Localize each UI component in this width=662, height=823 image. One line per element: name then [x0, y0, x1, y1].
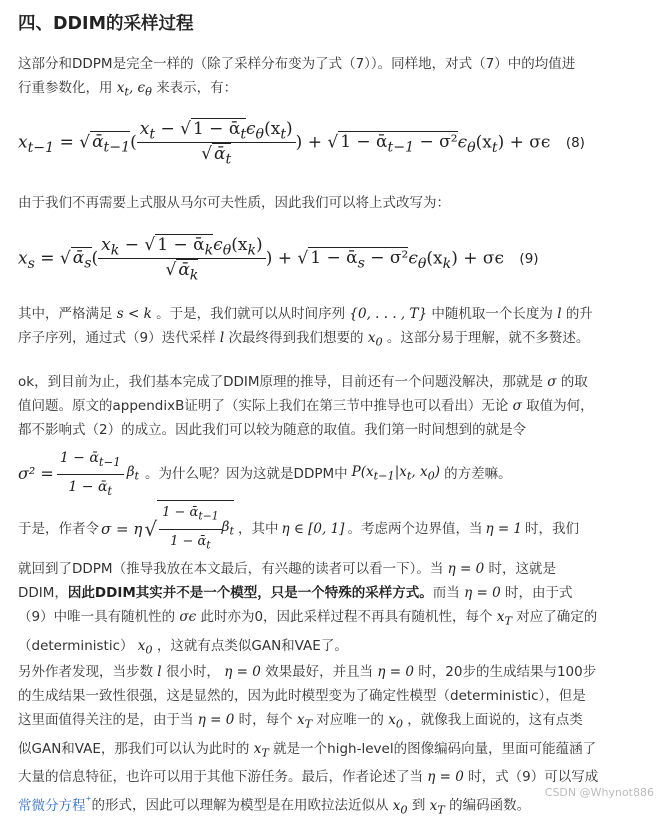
equation-8: $x_{t-1}$ = √ ᾱ$_{t-1}$( $\frac{x_t - √ 1 - ᾱ_t\epsilon_\theta(x_t)}{√ ᾱ_t}$ ) + √ 1 − ᾱ$_{t-1}$ − $\sigma^2\epsilon_\theta(x_t) + \sigma\epsilon$ (8): [18, 119, 585, 168]
intro-text-a: 这部分和DDPM是完全一样的（除了采样分布变为了式（7））。同样地，对式（7）中的均值进: [18, 56, 576, 72]
paragraph-sigma: ok，到目前为止，我们基本完成了DDIM原理的推导，目前还有一个问题没解决，那就是 σ 的取 值问题。原文的appendixB证明了（实际上我们在第三节中推导也可以看出）无论 σ 取值为何， 都不影响式（2）的成立。因此我们可以较为随意的取值。我们第一时间想到的就是令 σ² = $\frac{1 - ᾱ_{t-1}}{1 - ᾱ_t}$ $\beta_t$ 。为什么呢？因为这就是DDPM中 $P(x_{t-1}|x_t$, $x_0$) 的方差嘛。: [18, 370, 652, 503]
paragraph-intro: [18, 52, 652, 105]
math-xt: $x_t$, $\epsilon_\theta$: [116, 80, 152, 99]
intro-text-c: 来表示，有：: [156, 80, 238, 96]
intro-line-2: [18, 76, 652, 105]
equation-number-9: (9): [519, 251, 539, 268]
sigma-definition-line: σ² = $\frac{1 - ᾱ_{t-1}}{1 - ᾱ_t}$ $\beta_t$ 。为什么呢？因为这就是DDPM中 $P(x_{t-1}|x_t$, $x_0$) 的方差嘛。: [18, 446, 652, 503]
eta-definition-line: 于是，作者令 σ = η √ $\frac{1 - ᾱ_{t-1}}{1 - ᾱ_t}$ $\beta_t$ ，其中 η ∈ [0, 1] 。考虑两个边界值，当 η = 1 时，我们: [18, 500, 652, 557]
link-marker-icon: ⁺: [85, 794, 92, 808]
eq9-fraction: $\frac{x_k - √ 1 - ᾱ_k\epsilon_\theta(x_k)}{√ ᾱ_k}$: [98, 234, 266, 284]
equation-9: $x_s$ = √ ᾱ$_s$( $\frac{x_k - √ 1 - ᾱ_k\epsilon_\theta(x_k)}{√ ᾱ_k}$ ) + √ 1 − ᾱ$_s$ − $\sigma^2\epsilon_\theta(x_k) + \sigma\epsilon$ (9): [18, 235, 539, 284]
paragraph-rewrite: 由于我们不再需要上式服从马尔可夫性质，因此我们可以将上式改写为：: [18, 195, 450, 211]
watermark: CSDN @Whynot886: [544, 786, 654, 799]
sigma-fraction: $\frac{1 - ᾱ_{t-1}}{1 - ᾱ_t}$: [57, 446, 124, 503]
ode-link[interactable]: 常微分方程⁺: [18, 794, 92, 814]
intro-text-b: 行重参数化，用: [18, 80, 113, 96]
eq8-fraction: $\frac{x_t - √ 1 - ᾱ_t\epsilon_\theta(x_t)}{√ ᾱ_t}$: [137, 118, 296, 168]
intro-line-1: [18, 52, 652, 76]
equation-number-8: (8): [565, 135, 585, 152]
bold-statement: 因此DDIM其实并不是一个模型，只是一个特殊的采样方式。: [67, 585, 433, 602]
paragraph-subsequence: 其中，严格满足 s < k 。于是，我们就可以从时间序列 {0, . . . , T} 中随机取一个长度为 l 的升 序子序列，通过式（9）迭代采样 l 次最终得到我们想要的 $x_0$ 。这部分易于理解，就不多赘述。: [18, 306, 593, 349]
section-title: 四、DDIM的采样过程: [18, 14, 194, 34]
paragraph-findings: 另外作者发现，当步数 l 很小时， η = 0 效果最好，并且当 η = 0 时，20步的生成结果与100步 的生成结果一致性很强，这是显然的，因为此时模型变为了确定性模型（deterministic），但是 这里面值得关注的是，由于当 η = 0 时，每个 $x_T$ 对应唯一的 $x_0$ ，就像我上面说的，这有点类 似GAN和VAE，那我们可以认为此时的 $x_T$ 就是一个high-level的图像编码向量，里面可能蕴涵了 大量的信息特征，也许可以用于其他下游任务。最后，作者论述了当 η = 0 时，式（9）可以写成 常微分方程⁺的形式，因此可以理解为模型是在用欧拉法近似从 $x_0$ 到 $x_T$ 的编码函数。: [18, 664, 599, 817]
paragraph-eta: 于是，作者令 σ = η √ $\frac{1 - ᾱ_{t-1}}{1 - ᾱ_t}$ $\beta_t$ ，其中 η ∈ [0, 1] 。考虑两个边界值，当 η = 1 时，我们 就回到了DDPM（推导我放在本文最后，有兴趣的读者可以看一下）。当 η = 0 时，这就是 DDIM，因此DDIM其实并不是一个模型，只是一个特殊的采样方式。而当 η = 0 时，由于式 （9）中唯一具有随机性的 σϵ 此时亦为0，因此采样过程不再具有随机性，每个 $x_T$ 对应了确定的 （deterministic） $x_0$ ，这就有点类似GAN和VAE了。: [18, 500, 652, 663]
